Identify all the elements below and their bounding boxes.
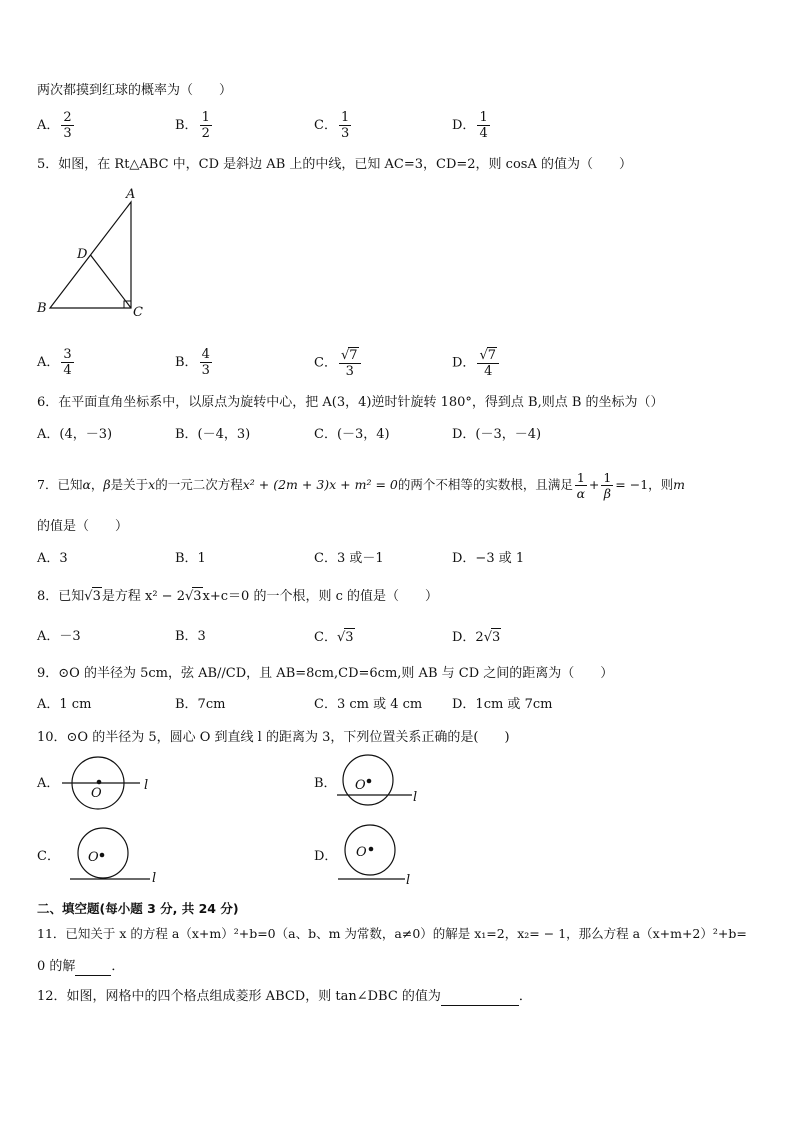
- center-label-b: O: [355, 778, 366, 793]
- q9-option-c: C．3 cm 或 4 cm: [314, 697, 423, 712]
- center-label-d: O: [356, 845, 367, 860]
- q10-option-a-label: A．: [37, 776, 60, 791]
- label-d: D: [77, 247, 88, 262]
- center-dot-c: [100, 853, 105, 858]
- line-label-b: l: [413, 790, 418, 805]
- q6-option-c: C．(－3，4): [314, 427, 390, 442]
- q10-option-c-label: C．: [37, 849, 60, 864]
- q4-option-b: B． $\frac{1}{2}$: [175, 110, 210, 141]
- q4-stem: 两次都摸到红球的概率为（ ）: [37, 83, 233, 98]
- q7-option-b: B．1: [175, 551, 206, 566]
- q10-figure-c: [70, 828, 156, 886]
- q5-stem: 5．如图，在 Rt△ABC 中，CD 是斜边 AB 上的中线，已知 AC=3，CD=2，则 cosA 的值为（ ）: [37, 157, 632, 172]
- q7-option-d: D．−3 或 1: [452, 551, 525, 566]
- q8-option-d: D．2√3: [452, 630, 501, 645]
- center-dot-d: [369, 847, 374, 852]
- q7-stem: 7．已知α，β是关于x的一元二次方程x² + (2m + 3)x + m² = 0的两个不相等的实数根，且满足 $\frac{1}{\alpha}$ + $\frac{1}{\beta} = -1$，则m: [37, 470, 686, 501]
- q9-option-d: D．1cm 或 7cm: [452, 697, 553, 712]
- q6-stem: 6．在平面直角坐标系中，以原点为旋转中心，把 A(3，4)逆时针旋转 180°，得到点 B,则点 B 的坐标为（）: [37, 395, 664, 410]
- line-label-c: l: [152, 871, 157, 886]
- q9-stem: 9．⊙O 的半径为 5cm，弦 AB//CD，且 AB=8cm,CD=6cm,则 AB 与 CD 之间的距离为（ ）: [37, 666, 614, 681]
- q12-answer-blank[interactable]: [441, 991, 519, 1006]
- q5-option-b: B． $\frac{4}{3}$: [175, 347, 210, 378]
- q8-option-b: B．3: [175, 629, 206, 644]
- circle-b: [343, 755, 393, 805]
- q7-stem-line2: 的值是（ ）: [37, 519, 129, 534]
- median-cd: [91, 255, 132, 308]
- q8-stem: 8．已知√3是方程 x² − 2√3x+c＝0 的一个根，则 c 的值是（ ）: [37, 589, 439, 604]
- q10-figure-a: [62, 757, 148, 809]
- q4-option-a: A． $\frac{2}{3}$: [37, 110, 72, 141]
- line-label-a: l: [144, 778, 149, 793]
- center-label-c: O: [88, 850, 99, 865]
- right-angle-mark: [124, 301, 131, 308]
- q9-option-a: A．1 cm: [37, 697, 92, 712]
- q10-option-b-label: B．: [314, 776, 337, 791]
- center-dot-a: [97, 780, 102, 785]
- q5-option-a: A． $\frac{3}{4}$: [37, 347, 72, 378]
- q10-stem: 10．⊙O 的半径为 5，圆心 O 到直线 l 的距离为 3，下列位置关系正确的是( ): [37, 730, 510, 745]
- q4-option-d: D． $\frac{1}{4}$: [452, 110, 488, 141]
- q7-option-a: A．3: [37, 551, 68, 566]
- q11-stem-line2: 0 的解 ．: [37, 959, 125, 974]
- section-fill-in-title: 二、填空题(每小题 3 分, 共 24 分): [37, 901, 239, 916]
- q6-option-b: B．(－4，3): [175, 427, 251, 442]
- q10-figure-b: [337, 755, 417, 805]
- q8-option-a: A．－3: [37, 629, 81, 644]
- q7-equation: x² + (2m + 3)x + m² = 0: [242, 477, 398, 492]
- triangle-abc: [50, 202, 131, 308]
- q4-option-c: C． $\frac{1}{3}$: [314, 110, 350, 141]
- center-dot-b: [367, 779, 372, 784]
- q12-stem: 12．如图，网格中的四个格点组成菱形 ABCD，则 tan∠DBC 的值为 ．: [37, 989, 532, 1004]
- circle-c: [78, 828, 128, 878]
- q11-stem: 11．已知关于 x 的方程 a（x+m）²+b=0（a、b、m 为常数，a≠0）的解是 x₁=2，x₂= − 1，那么方程 a（x+m+2）²+b=: [37, 926, 747, 941]
- label-c: C: [133, 305, 143, 320]
- q6-option-a: A．(4，－3): [37, 427, 113, 442]
- q8-option-c: C．√3: [314, 630, 354, 645]
- q9-option-b: B．7cm: [175, 697, 226, 712]
- q5-option-d: D． $\frac{√7}{4}$: [452, 347, 501, 379]
- center-label-a: O: [91, 786, 102, 801]
- line-label-d: l: [406, 873, 411, 888]
- q5-option-c: C． $\frac{√7}{3}$: [314, 347, 363, 379]
- circle-d: [345, 825, 395, 875]
- q10-option-d-label: D．: [314, 849, 338, 864]
- q11-answer-blank[interactable]: [75, 961, 111, 976]
- q7-option-c: C．3 或－1: [314, 551, 384, 566]
- circle-a: [72, 757, 124, 809]
- q10-figure-d: [338, 825, 410, 888]
- label-a: A: [126, 187, 136, 202]
- label-b: B: [37, 301, 47, 316]
- q6-option-d: D．(－3，－4): [452, 427, 542, 442]
